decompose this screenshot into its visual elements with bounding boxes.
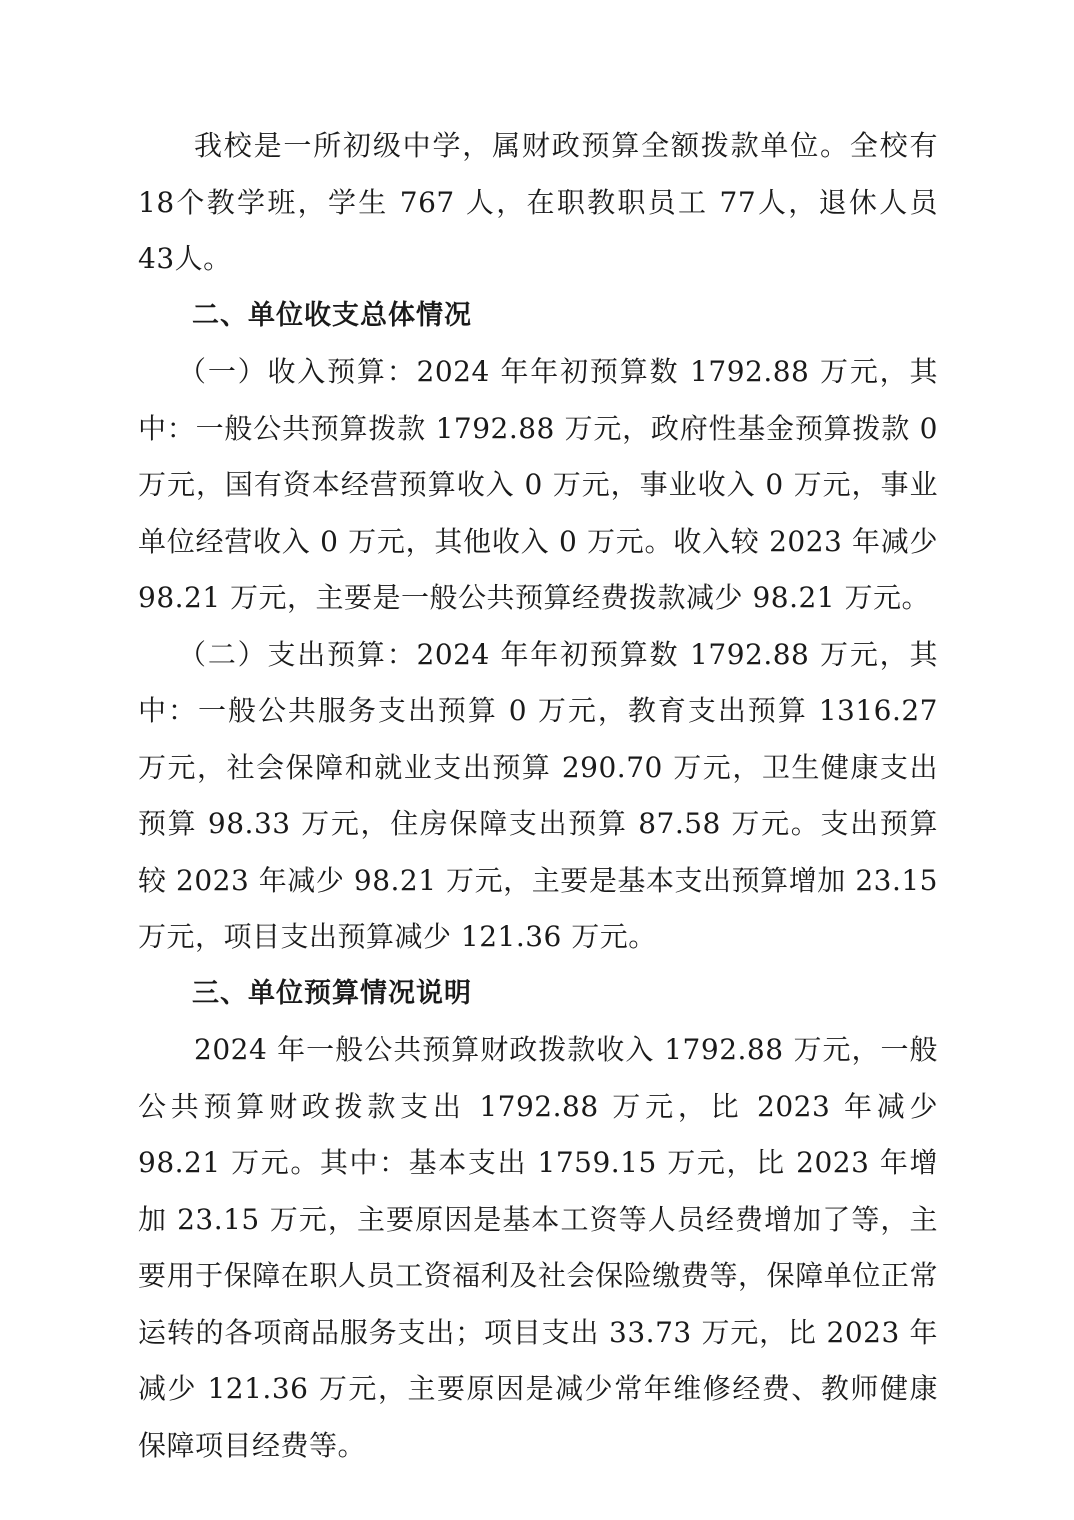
document-page: [138, 118, 938, 1474]
intro-paragraph: 我校是一所初级中学，属财政预算全额拨款单位。全校有18个教学班，学生 767 人，在职教职员工 77人，退休人员 43人。: [138, 129, 938, 275]
section-heading-overall: 二、单位收支总体情况: [192, 299, 472, 331]
income-budget-paragraph: （一）收入预算：2024 年年初预算数 1792.88 万元，其中：一般公共预算拨款 1792.88 万元，政府性基金预算拨款 0 万元，国有资本经营预算收入 0 万元，事业收入 0 万元，事业单位经营收入 0 万元，其他收入 0 万元。收入较 2023 年减少 98.21 万元，主要是一般公共预算经费拨款减少 98.21 万元。: [138, 355, 938, 614]
budget-explanation-paragraph: 2024 年一般公共预算财政拨款收入 1792.88 万元，一般公共预算财政拨款支出 1792.88 万元，比 2023 年减少 98.21 万元。其中：基本支出 1759.15 万元，比 2023 年增加 23.15 万元，主要原因是基本工资等人员经费增加了等，主要用于保障在职人员工资福利及社会保险缴费等，保障单位正常运转的各项商品服务支出；项目支出 33.73 万元，比 2023 年减少 121.36 万元，主要原因是减少常年维修经费、教师健康保障项目经费等。: [138, 1033, 938, 1462]
section-heading-budget-explanation: 三、单位预算情况说明: [192, 977, 472, 1009]
expenditure-budget-paragraph: （二）支出预算：2024 年年初预算数 1792.88 万元，其中：一般公共服务支出预算 0 万元，教育支出预算 1316.27 万元，社会保障和就业支出预算 290.70 万元，卫生健康支出预算 98.33 万元，住房保障支出预算 87.58 万元。支出预算较 2023 年减少 98.21 万元，主要是基本支出预算增加 23.15 万元，项目支出预算减少 121.36 万元。: [138, 637, 938, 953]
